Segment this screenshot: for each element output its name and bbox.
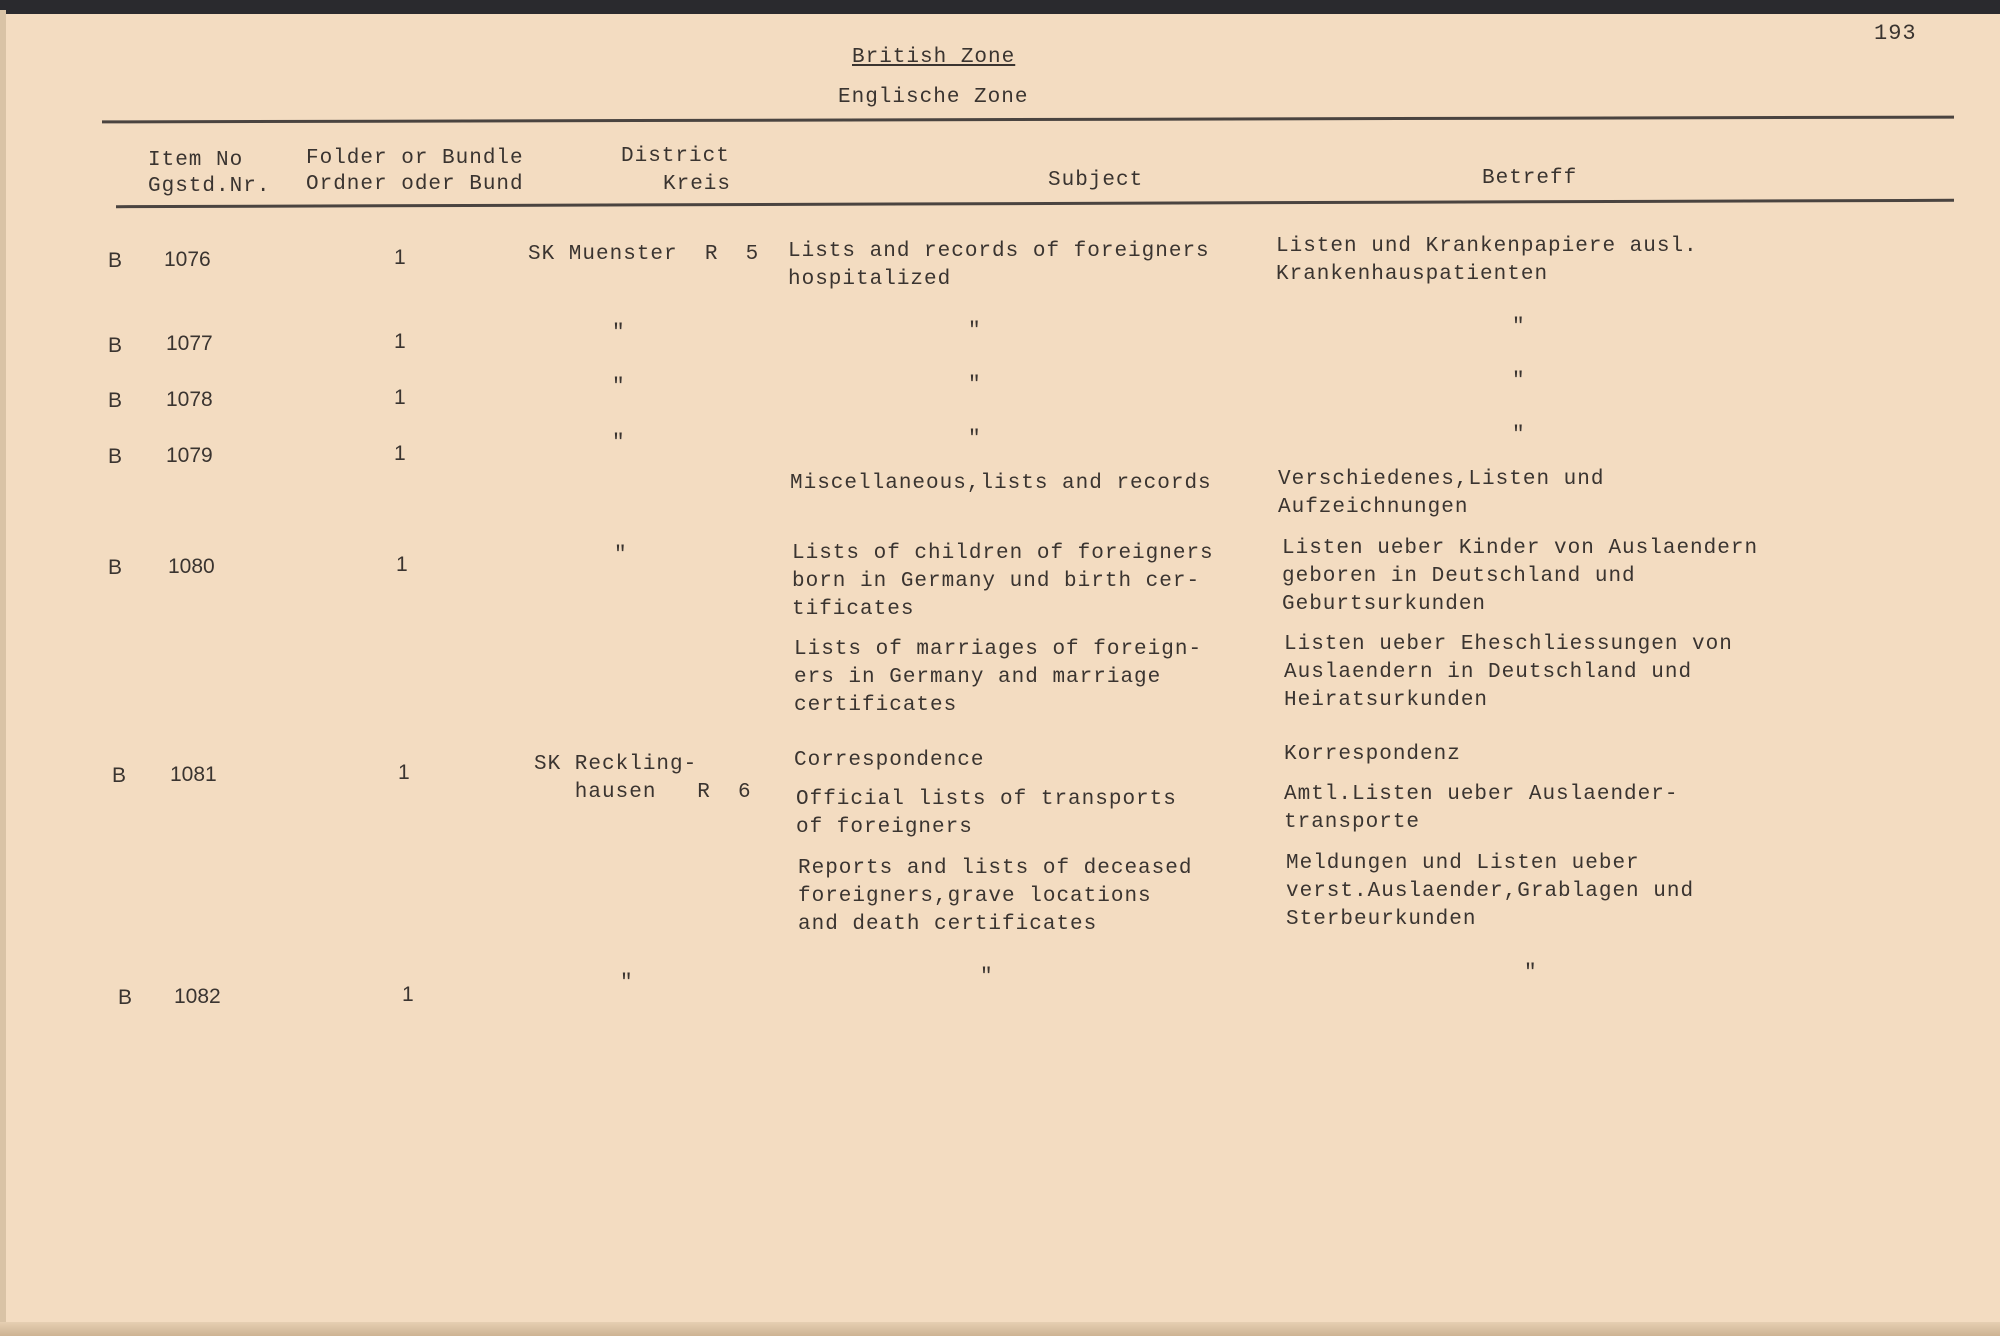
row-folder: 1 xyxy=(398,761,410,784)
row-series: B xyxy=(108,334,123,357)
row-item: 1080 xyxy=(168,555,215,578)
row-district-ditto: " xyxy=(612,322,626,345)
row-folder: 1 xyxy=(394,246,406,269)
header-folder: Folder or Bundle xyxy=(306,147,524,170)
row-item: 1079 xyxy=(166,444,213,467)
row-subject-ditto: " xyxy=(968,374,982,397)
row-betreff: Listen ueber Kinder von Auslaendern geboren in Deutschland und Geburtsurkunden xyxy=(1282,537,1759,616)
row-subject: Correspondence xyxy=(794,749,985,772)
row-district-ditto: " xyxy=(612,432,626,455)
header-item-no: Item No xyxy=(148,149,244,172)
row-series: B xyxy=(118,986,133,1009)
row-item: 1077 xyxy=(166,332,213,355)
row-series: B xyxy=(112,764,127,787)
row-folder: 1 xyxy=(394,330,406,353)
row-district-ditto: " xyxy=(614,544,628,567)
row-subject-ditto: " xyxy=(968,428,982,451)
row-item: 1076 xyxy=(164,248,211,271)
row-betreff-2: Amtl.Listen ueber Auslaender- transporte xyxy=(1284,783,1679,834)
row-betreff-ditto: " xyxy=(1512,316,1526,339)
page-edge xyxy=(0,10,6,1336)
row-series: B xyxy=(108,556,123,579)
row-betreff-3: Meldungen und Listen ueber verst.Auslaender,Grablagen und Sterbeurkunden xyxy=(1286,852,1695,931)
row-district: SK Muenster R 5 xyxy=(528,243,760,266)
row-subject-ditto: " xyxy=(968,320,982,343)
header-subject: Subject xyxy=(1048,169,1144,192)
header-item-no-de: Ggstd.Nr. xyxy=(148,175,271,198)
row-betreff-ditto: " xyxy=(1524,962,1538,985)
row-item: 1081 xyxy=(170,763,217,786)
page-title: British Zone xyxy=(852,46,1016,69)
row-subject: Lists of children of foreigners born in Germany und birth cer- tificates xyxy=(792,542,1214,621)
row-betreff-2: Verschiedenes,Listen und Aufzeichnungen xyxy=(1278,468,1605,519)
row-folder: 1 xyxy=(394,386,406,409)
row-folder: 1 xyxy=(394,442,406,465)
row-series: B xyxy=(108,445,123,468)
header-district-de: Kreis xyxy=(663,173,732,196)
row-folder: 1 xyxy=(402,983,414,1006)
row-district: SK Reckling- hausen R 6 xyxy=(534,753,752,804)
row-betreff: Korrespondenz xyxy=(1284,743,1461,766)
header-district: District xyxy=(621,145,730,168)
row-series: B xyxy=(108,389,123,412)
row-item: 1082 xyxy=(174,985,221,1008)
row-subject-3: Reports and lists of deceased foreigners,grave locations and death certificates xyxy=(798,857,1193,936)
page-number: 193 xyxy=(1874,21,1917,46)
header-rule-bottom xyxy=(116,199,1954,208)
row-district-ditto: " xyxy=(620,972,634,995)
row-subject-2: Official lists of transports of foreigners xyxy=(796,788,1177,839)
page-subtitle: Englische Zone xyxy=(838,86,1029,109)
row-betreff: Listen und Krankenpapiere ausl. Krankenhauspatienten xyxy=(1276,235,1698,286)
row-item: 1078 xyxy=(166,388,213,411)
row-subject: Lists and records of foreigners hospitalized xyxy=(788,240,1210,291)
row-folder: 1 xyxy=(396,553,408,576)
scan-border xyxy=(0,0,2000,14)
header-folder-de: Ordner oder Bund xyxy=(306,173,524,196)
page-edge-bottom xyxy=(0,1322,2000,1336)
row-subject-ditto: " xyxy=(980,966,994,989)
row-betreff-ditto: " xyxy=(1512,370,1526,393)
row-district-ditto: " xyxy=(612,376,626,399)
header-betreff: Betreff xyxy=(1482,167,1578,190)
row-subject-2: Miscellaneous,lists and records xyxy=(790,472,1212,495)
row-betreff-2: Listen ueber Eheschliessungen von Auslaendern in Deutschland und Heiratsurkunden xyxy=(1284,633,1733,712)
row-subject-2: Lists of marriages of foreign- ers in Germany and marriage certificates xyxy=(794,638,1203,717)
header-rule-top xyxy=(102,116,1954,124)
row-series: B xyxy=(108,249,123,272)
row-betreff-ditto: " xyxy=(1512,424,1526,447)
